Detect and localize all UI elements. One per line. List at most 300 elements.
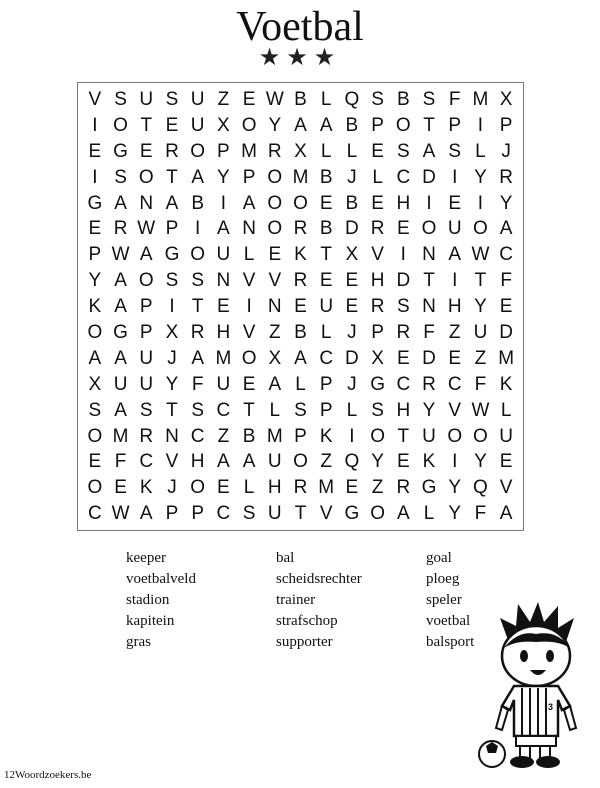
grid-letter: L bbox=[295, 373, 306, 395]
grid-letter: A bbox=[165, 192, 179, 214]
grid-letter: O bbox=[190, 477, 206, 499]
grid-letter: C bbox=[139, 451, 154, 473]
grid-letter: E bbox=[345, 296, 359, 318]
grid-letter: B bbox=[396, 88, 410, 110]
grid-letter: O bbox=[267, 192, 283, 214]
grid-letter: T bbox=[423, 114, 435, 136]
grid-letter: A bbox=[191, 166, 204, 188]
grid-letter: A bbox=[294, 347, 307, 369]
grid-letter: K bbox=[319, 425, 333, 447]
grid-letter: O bbox=[190, 244, 206, 266]
grid-letter: G bbox=[344, 503, 360, 525]
grid-letter: I bbox=[349, 425, 355, 447]
grid-letter: T bbox=[474, 270, 487, 292]
grid-letter: C bbox=[447, 373, 462, 395]
grid-letter: E bbox=[396, 347, 410, 369]
grid-letter: K bbox=[499, 373, 513, 395]
grid-letter: P bbox=[165, 503, 179, 525]
grid-letter: S bbox=[191, 399, 204, 421]
grid-letter: M bbox=[498, 347, 515, 369]
grid-letter: N bbox=[165, 425, 179, 447]
grid-letter: V bbox=[499, 477, 513, 499]
grid-letter: H bbox=[267, 477, 282, 499]
grid-letter: H bbox=[396, 192, 411, 214]
grid-letter: L bbox=[269, 399, 281, 421]
grid-letter: E bbox=[345, 270, 359, 292]
grid-letter: E bbox=[448, 347, 462, 369]
grid-letter: Z bbox=[448, 321, 461, 343]
grid-letter: A bbox=[242, 192, 256, 214]
jersey-number: 3 bbox=[548, 702, 554, 712]
grid-letter: F bbox=[114, 451, 127, 473]
grid-letter: R bbox=[396, 477, 411, 499]
grid-letter: T bbox=[294, 503, 307, 525]
grid-letter: E bbox=[88, 140, 102, 162]
grid-letter: R bbox=[293, 477, 308, 499]
grid-letter: F bbox=[423, 321, 435, 343]
grid-letter: A bbox=[396, 503, 410, 525]
grid-letter: D bbox=[345, 347, 359, 369]
grid-letter: Y bbox=[165, 373, 179, 395]
grid-letter: L bbox=[346, 140, 358, 162]
grid-letter: U bbox=[422, 425, 436, 447]
grid-letter: D bbox=[396, 270, 411, 292]
grid-letter: X bbox=[217, 114, 230, 136]
grid-letter: Y bbox=[217, 166, 230, 188]
grid-letter: Q bbox=[344, 451, 360, 473]
grid-letter: A bbox=[88, 347, 102, 369]
footer-source: 12Woordzoekers.be bbox=[4, 769, 92, 781]
grid-letter: V bbox=[319, 503, 333, 525]
grid-letter: O bbox=[473, 218, 488, 240]
grid-letter: A bbox=[191, 347, 204, 369]
grid-letter: Z bbox=[268, 321, 281, 343]
grid-letter: S bbox=[371, 88, 384, 110]
grid-letter: E bbox=[88, 218, 102, 240]
grid-letter: B bbox=[294, 321, 307, 343]
grid-letter: R bbox=[396, 321, 411, 343]
grid-letter: E bbox=[217, 296, 230, 318]
grid-letter: A bbox=[139, 244, 153, 266]
grid-letter: O bbox=[395, 114, 411, 136]
grid-letter: L bbox=[243, 477, 255, 499]
grid-letter: I bbox=[452, 166, 458, 188]
grid-letter: R bbox=[422, 373, 436, 395]
grid-letter: U bbox=[319, 296, 334, 318]
grid-letter: R bbox=[293, 270, 308, 292]
word-list-item: voetbalveld bbox=[126, 571, 196, 587]
grid-letter: R bbox=[293, 218, 308, 240]
grid-letter: I bbox=[92, 114, 98, 136]
grid-letter: C bbox=[87, 503, 102, 525]
grid-letter: O bbox=[87, 425, 103, 447]
grid-letter: B bbox=[242, 425, 256, 447]
grid-letter: A bbox=[242, 451, 256, 473]
grid-letter: P bbox=[294, 425, 307, 447]
grid-letter: O bbox=[370, 425, 385, 447]
grid-letter: K bbox=[139, 477, 153, 499]
grid-letter: Y bbox=[88, 270, 102, 292]
grid-letter: T bbox=[191, 296, 204, 318]
grid-letter: A bbox=[114, 296, 127, 318]
grid-letter: B bbox=[191, 192, 204, 214]
grid-letter: T bbox=[423, 270, 435, 292]
page-title: Voetbal bbox=[236, 4, 364, 50]
grid-letter: P bbox=[371, 114, 384, 136]
grid-letter: K bbox=[294, 244, 307, 266]
grid-letter: P bbox=[165, 218, 179, 240]
grid-letter: U bbox=[267, 451, 282, 473]
grid-letter: W bbox=[111, 244, 130, 266]
grid-letter: L bbox=[243, 244, 255, 266]
grid-letter: I bbox=[400, 244, 406, 266]
grid-letter: E bbox=[371, 192, 384, 214]
grid-letter: M bbox=[112, 425, 129, 447]
grid-letter: D bbox=[422, 166, 436, 188]
grid-letter: V bbox=[242, 321, 256, 343]
grid-letter: A bbox=[114, 192, 127, 214]
grid-letter: O bbox=[267, 166, 283, 188]
grid-letter: H bbox=[396, 399, 411, 421]
grid-letter: E bbox=[165, 114, 179, 136]
grid-letter: B bbox=[294, 88, 307, 110]
grid-letter: U bbox=[447, 218, 462, 240]
grid-letter: P bbox=[88, 244, 102, 266]
grid-letter: E bbox=[499, 296, 513, 318]
grid-letter: F bbox=[474, 373, 487, 395]
grid-letter: R bbox=[139, 425, 154, 447]
grid-letter: R bbox=[370, 218, 385, 240]
grid-letter: O bbox=[138, 166, 154, 188]
grid-letter: V bbox=[165, 451, 179, 473]
grid-letter: N bbox=[422, 244, 436, 266]
grid-letter: S bbox=[396, 296, 410, 318]
grid-letter: A bbox=[139, 503, 153, 525]
grid-letter: R bbox=[267, 140, 282, 162]
grid-letter: N bbox=[216, 270, 231, 292]
grid-letter: V bbox=[268, 270, 282, 292]
grid-letter: U bbox=[190, 114, 205, 136]
grid-letter: O bbox=[87, 477, 103, 499]
grid-letter: M bbox=[215, 347, 232, 369]
grid-letter: Z bbox=[474, 347, 487, 369]
grid-letter: U bbox=[267, 503, 282, 525]
grid-letter: T bbox=[166, 399, 178, 421]
grid-letter: D bbox=[422, 347, 436, 369]
grid-letter: X bbox=[165, 321, 179, 343]
word-list-item: balsport bbox=[426, 634, 475, 650]
grid-letter: N bbox=[267, 296, 282, 318]
grid-letter: C bbox=[499, 244, 513, 266]
grid-letter: I bbox=[169, 296, 175, 318]
word-list-item: scheidsrechter bbox=[276, 571, 362, 587]
grid-letter: I bbox=[195, 218, 201, 240]
grid-letter: E bbox=[499, 451, 513, 473]
word-list-item: supporter bbox=[276, 634, 333, 650]
grid-letter: C bbox=[396, 166, 411, 188]
grid-letter: O bbox=[87, 321, 103, 343]
grid-letter: Y bbox=[268, 114, 282, 136]
grid-letter: I bbox=[426, 192, 432, 214]
grid-letter: Q bbox=[344, 88, 360, 110]
grid-letter: S bbox=[165, 88, 179, 110]
grid-letter: C bbox=[216, 503, 231, 525]
grid-letter: C bbox=[319, 347, 334, 369]
grid-letter: J bbox=[167, 347, 177, 369]
grid-letter: Q bbox=[473, 477, 488, 499]
grid-letter: Y bbox=[474, 166, 487, 188]
grid-letter: I bbox=[246, 296, 252, 318]
grid-letter: R bbox=[370, 296, 385, 318]
grid-letter: D bbox=[345, 218, 359, 240]
grid-letter: A bbox=[114, 399, 127, 421]
grid-letter: O bbox=[113, 114, 128, 136]
grid-letter: T bbox=[243, 399, 255, 421]
grid-letter: E bbox=[319, 192, 333, 214]
grid-letter: V bbox=[371, 244, 384, 266]
grid-letter: U bbox=[216, 244, 231, 266]
grid-letter: N bbox=[422, 296, 436, 318]
grid-letter: Y bbox=[499, 192, 513, 214]
grid-letter: V bbox=[88, 88, 102, 110]
grid-letter: M bbox=[292, 166, 309, 188]
grid-letter: P bbox=[217, 140, 230, 162]
grid-letter: L bbox=[320, 140, 332, 162]
grid-letter: P bbox=[139, 296, 153, 318]
grid-letter: W bbox=[111, 503, 130, 525]
grid-letter: E bbox=[139, 140, 153, 162]
grid-letter: P bbox=[139, 321, 153, 343]
grid-letter: G bbox=[87, 192, 103, 214]
grid-letter: P bbox=[319, 399, 333, 421]
grid-letter: S bbox=[191, 270, 204, 292]
grid-letter: L bbox=[346, 399, 358, 421]
grid-letter: O bbox=[241, 347, 257, 369]
grid-letter: E bbox=[371, 140, 384, 162]
grid-letter: E bbox=[268, 244, 282, 266]
grid-letter: Y bbox=[474, 296, 487, 318]
grid-letter: J bbox=[167, 477, 177, 499]
grid-letter: P bbox=[242, 166, 256, 188]
grid-letter: U bbox=[139, 373, 154, 395]
grid-letter: G bbox=[421, 477, 437, 499]
grid-letter: S bbox=[448, 140, 462, 162]
grid-letter: A bbox=[294, 114, 307, 136]
grid-letter: A bbox=[268, 373, 282, 395]
grid-letter: S bbox=[294, 399, 307, 421]
grid-letter: U bbox=[113, 373, 128, 395]
word-list-item: stadion bbox=[126, 592, 170, 608]
grid-letter: W bbox=[471, 244, 490, 266]
grid-letter: X bbox=[268, 347, 282, 369]
grid-letter: H bbox=[190, 451, 205, 473]
grid-letter: R bbox=[113, 218, 128, 240]
word-list-item: strafschop bbox=[276, 613, 338, 629]
grid-letter: O bbox=[421, 218, 437, 240]
grid-letter: M bbox=[241, 140, 257, 162]
grid-letter: F bbox=[448, 88, 461, 110]
grid-letter: C bbox=[190, 425, 205, 447]
grid-letter: L bbox=[372, 166, 383, 188]
grid-letter: E bbox=[448, 192, 462, 214]
grid-letter: O bbox=[190, 140, 206, 162]
grid-letter: D bbox=[499, 321, 513, 343]
grid-letter: N bbox=[242, 218, 256, 240]
grid-letter: O bbox=[293, 451, 308, 473]
grid-letter: N bbox=[139, 192, 154, 214]
grid-letter: O bbox=[267, 218, 283, 240]
grid-letter: J bbox=[347, 166, 357, 188]
word-list-item: bal bbox=[276, 550, 295, 566]
stars-rating: ★★★ bbox=[258, 45, 342, 71]
grid-letter: X bbox=[371, 347, 384, 369]
grid-letter: E bbox=[396, 218, 410, 240]
grid-letter: Y bbox=[448, 477, 462, 499]
grid-letter: A bbox=[217, 218, 230, 240]
grid-letter: U bbox=[139, 347, 154, 369]
grid-letter: V bbox=[448, 399, 462, 421]
grid-letter: P bbox=[448, 114, 462, 136]
grid-letter: Y bbox=[448, 503, 462, 525]
grid-letter: E bbox=[345, 477, 359, 499]
grid-letter: B bbox=[345, 114, 359, 136]
grid-letter: M bbox=[266, 425, 283, 447]
grid-letter: X bbox=[88, 373, 102, 395]
grid-letter: I bbox=[92, 166, 98, 188]
grid-letter: H bbox=[370, 270, 385, 292]
grid-letter: U bbox=[190, 88, 205, 110]
grid-letter: S bbox=[165, 270, 179, 292]
grid-letter: Y bbox=[371, 451, 384, 473]
grid-letter: T bbox=[320, 244, 332, 266]
grid-letter: E bbox=[242, 373, 256, 395]
grid-letter: F bbox=[191, 373, 204, 395]
word-list-item: ploeg bbox=[426, 571, 460, 587]
grid-letter: G bbox=[370, 373, 385, 395]
grid-letter: H bbox=[216, 321, 231, 343]
grid-letter: E bbox=[217, 477, 230, 499]
grid-letter: M bbox=[318, 477, 335, 499]
grid-letter: J bbox=[501, 140, 511, 162]
word-list-item: goal bbox=[426, 550, 452, 566]
grid-letter: P bbox=[371, 321, 384, 343]
grid-letter: U bbox=[139, 88, 154, 110]
grid-letter: S bbox=[114, 166, 127, 188]
grid-letter: O bbox=[370, 503, 385, 525]
grid-letter: E bbox=[396, 451, 410, 473]
grid-letter: C bbox=[396, 373, 411, 395]
grid-letter: P bbox=[499, 114, 513, 136]
grid-letter: W bbox=[137, 218, 156, 240]
grid-letter: L bbox=[423, 503, 435, 525]
grid-letter: P bbox=[319, 373, 333, 395]
grid-letter: Z bbox=[217, 88, 230, 110]
word-list-item: voetbal bbox=[426, 613, 471, 629]
grid-letter: J bbox=[347, 321, 357, 343]
grid-letter: S bbox=[396, 140, 410, 162]
grid-letter: G bbox=[164, 244, 180, 266]
grid-letter: T bbox=[166, 166, 178, 188]
grid-letter: J bbox=[347, 373, 357, 395]
grid-letter: W bbox=[471, 399, 490, 421]
grid-letter: K bbox=[88, 296, 102, 318]
grid-letter: X bbox=[345, 244, 359, 266]
grid-letter: C bbox=[216, 399, 231, 421]
word-list-item: keeper bbox=[126, 550, 166, 566]
grid-letter: S bbox=[114, 88, 127, 110]
grid-letter: O bbox=[293, 192, 308, 214]
grid-letter: A bbox=[422, 140, 436, 162]
grid-letter: T bbox=[397, 425, 410, 447]
grid-letter: O bbox=[138, 270, 154, 292]
grid-letter: Y bbox=[474, 451, 487, 473]
grid-letter: S bbox=[422, 88, 436, 110]
grid-letter: Y bbox=[422, 399, 436, 421]
grid-letter: U bbox=[499, 425, 513, 447]
grid-letter: R bbox=[190, 321, 205, 343]
grid-letter: F bbox=[474, 503, 487, 525]
grid-letter: U bbox=[216, 373, 231, 395]
grid-letter: O bbox=[447, 425, 463, 447]
grid-letter: S bbox=[242, 503, 256, 525]
grid-letter: I bbox=[477, 114, 484, 136]
grid-letter: X bbox=[499, 88, 513, 110]
grid-letter: L bbox=[475, 140, 486, 162]
grid-letter: L bbox=[320, 88, 332, 110]
grid-letter: E bbox=[242, 88, 256, 110]
grid-letter: I bbox=[477, 192, 484, 214]
grid-letter: E bbox=[294, 296, 307, 318]
grid-letter: T bbox=[140, 114, 153, 136]
grid-letter: Z bbox=[371, 477, 384, 499]
letter-grid bbox=[77, 82, 524, 531]
word-list-item: gras bbox=[126, 634, 151, 650]
word-list-item: trainer bbox=[276, 592, 316, 608]
grid-letter: I bbox=[452, 451, 458, 473]
grid-letter: I bbox=[220, 192, 227, 214]
grid-letter: S bbox=[371, 399, 384, 421]
grid-letter: A bbox=[319, 114, 333, 136]
grid-letter: G bbox=[113, 321, 128, 343]
grid-letter: L bbox=[500, 399, 512, 421]
grid-letter: A bbox=[114, 270, 127, 292]
grid-letter: R bbox=[165, 140, 179, 162]
grid-letter: P bbox=[191, 503, 204, 525]
word-list-item: speler bbox=[426, 592, 462, 608]
grid-letter: E bbox=[319, 270, 333, 292]
grid-letter: Z bbox=[217, 425, 230, 447]
grid-letter: A bbox=[448, 244, 462, 266]
grid-letter: B bbox=[319, 166, 333, 188]
grid-letter: O bbox=[241, 114, 257, 136]
word-list-item: kapitein bbox=[126, 613, 175, 629]
grid-letter: F bbox=[500, 270, 512, 292]
grid-letter: G bbox=[113, 140, 128, 162]
grid-letter: V bbox=[242, 270, 256, 292]
grid-letter: O bbox=[473, 425, 488, 447]
word-list bbox=[126, 548, 486, 653]
grid-letter: S bbox=[88, 399, 102, 421]
grid-letter: A bbox=[114, 347, 127, 369]
grid-letter: X bbox=[294, 140, 307, 162]
grid-letter: A bbox=[217, 451, 230, 473]
grid-letter: S bbox=[139, 399, 153, 421]
grid-letter: H bbox=[447, 296, 462, 318]
grid-letter: M bbox=[472, 88, 489, 110]
grid-letter: R bbox=[499, 166, 513, 188]
grid-letter: U bbox=[473, 321, 488, 343]
grid-letter: I bbox=[452, 270, 458, 292]
